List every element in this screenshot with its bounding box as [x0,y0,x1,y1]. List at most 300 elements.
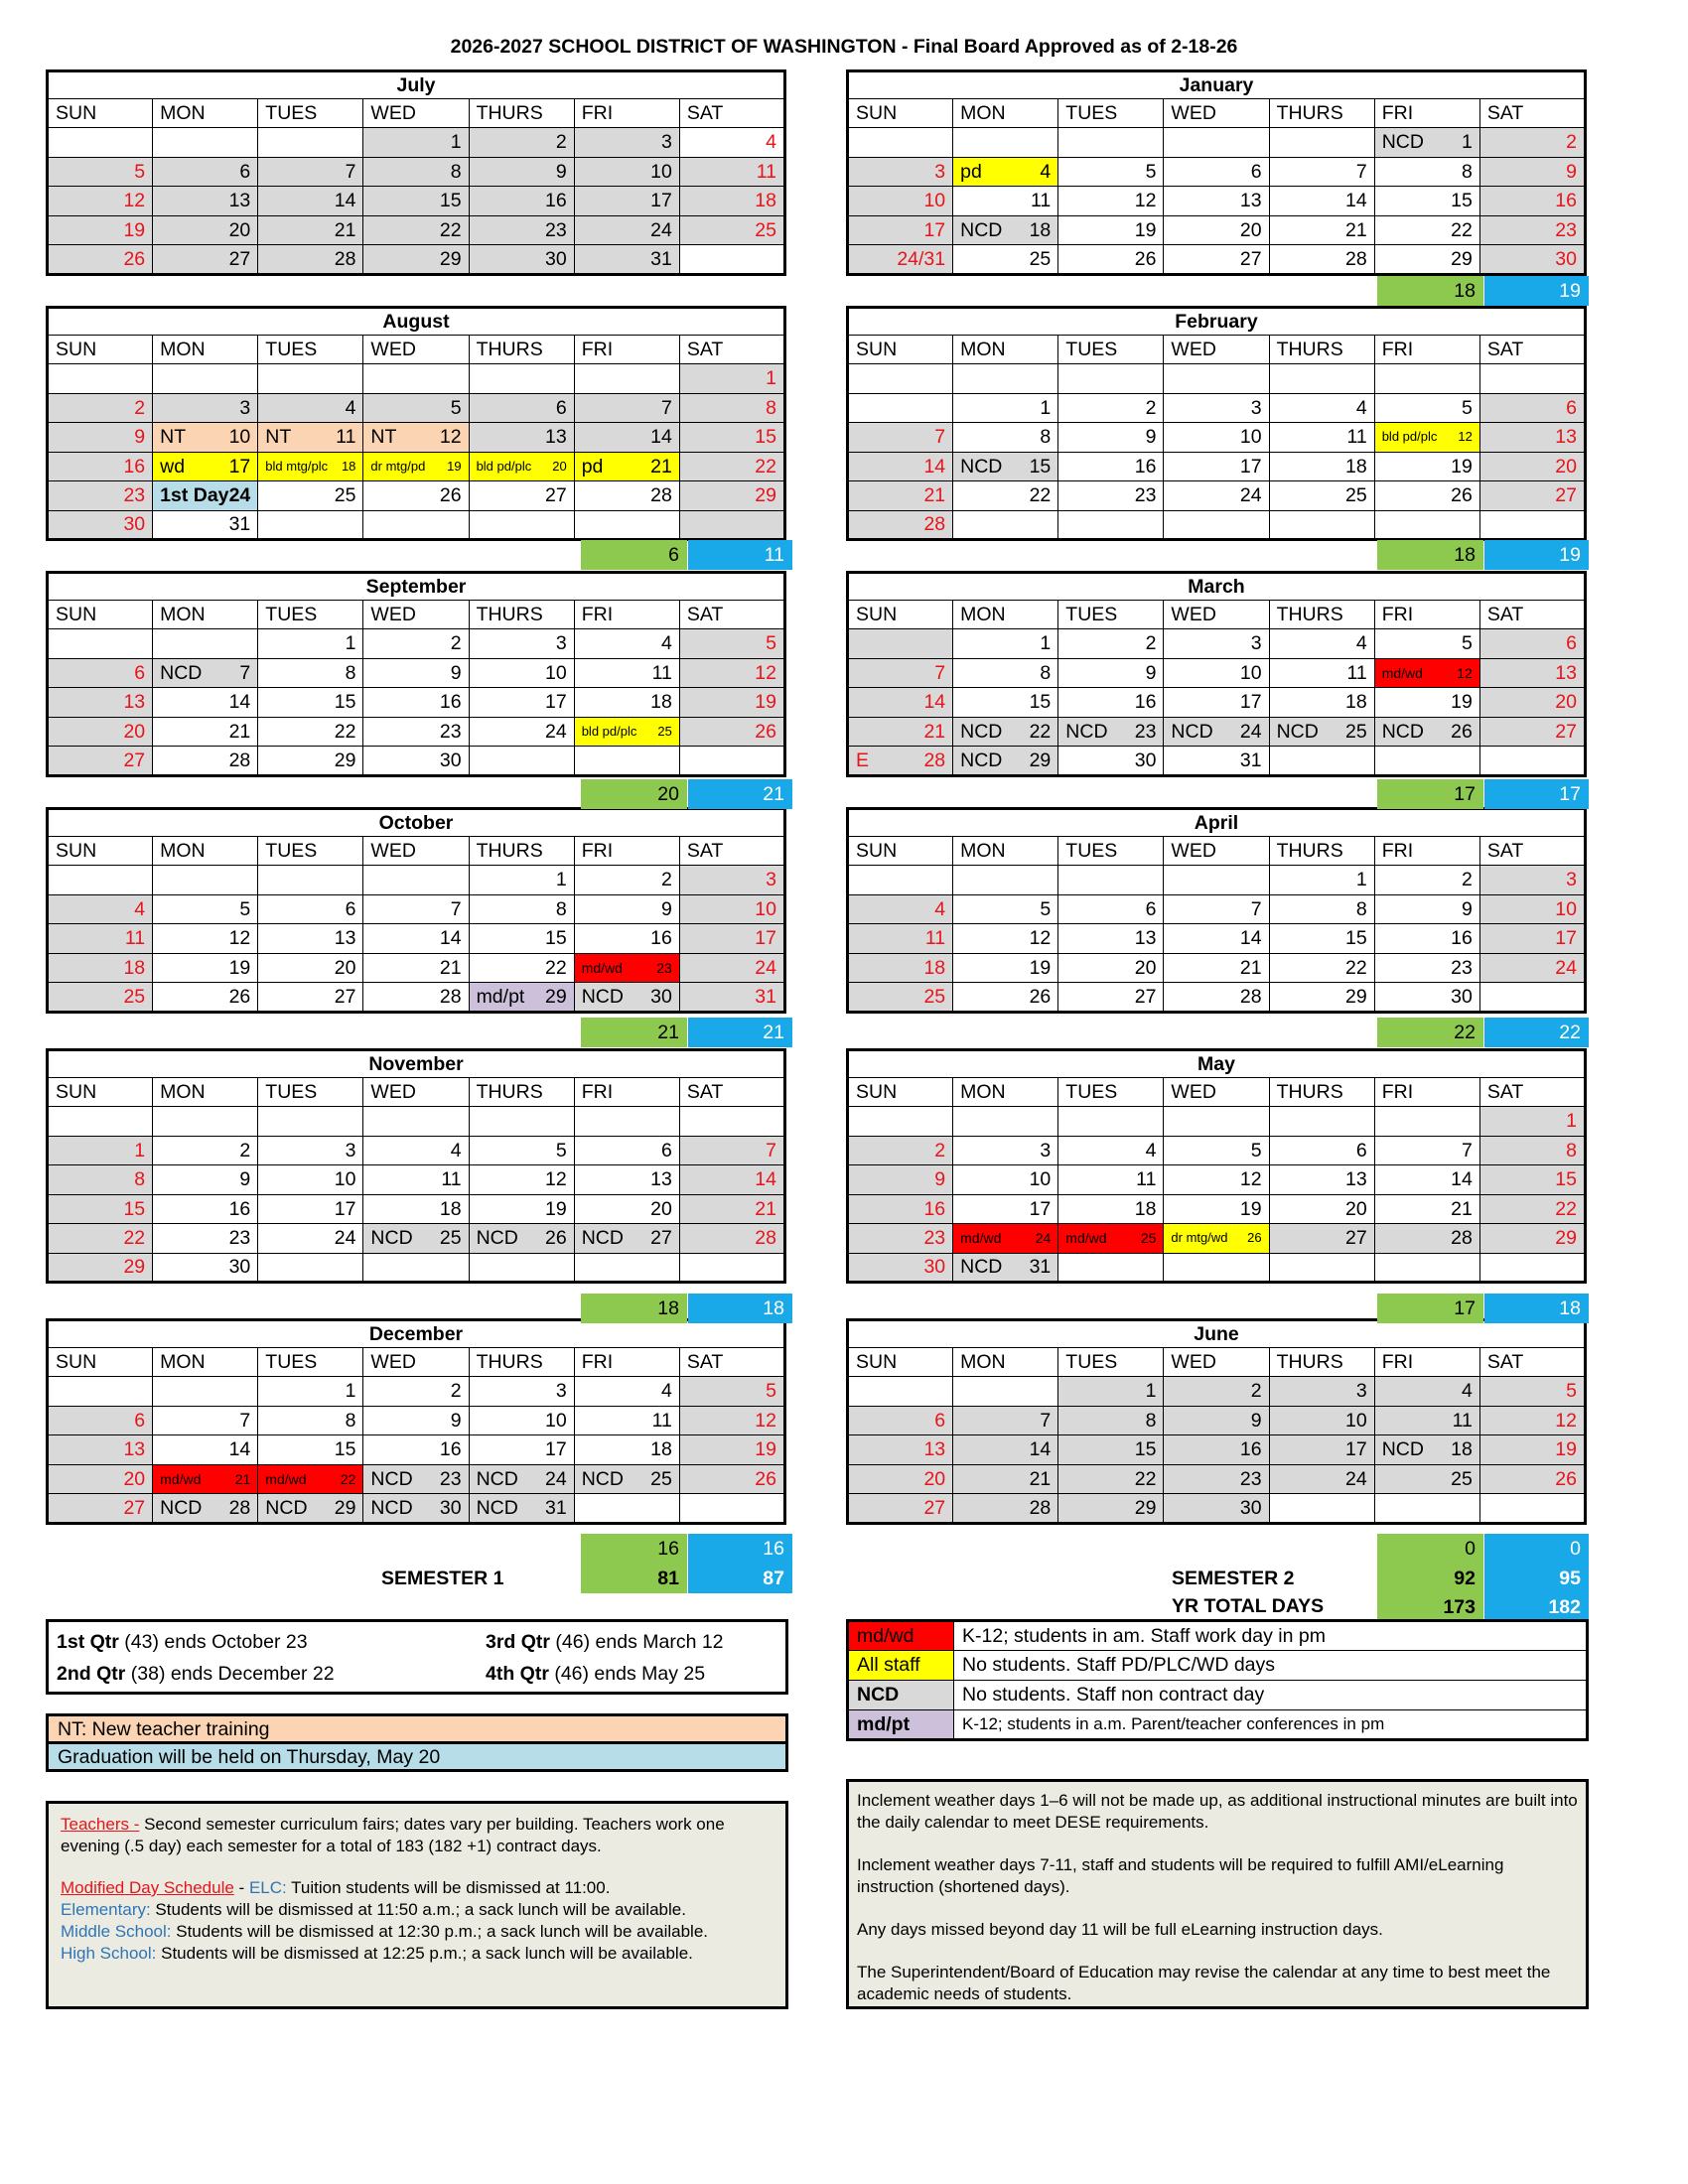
day-cell [848,953,953,983]
day-number: 31 [545,1496,567,1519]
day-number: 3 [345,1139,356,1161]
legend-key-ncd: NCD [848,1681,954,1710]
day-number: 24 [228,484,251,507]
day-cell [363,452,469,481]
day-header: SUN [48,601,153,629]
week-row [848,393,1586,423]
day-header: WED [1164,99,1269,128]
day-cell [1374,1435,1479,1465]
day-cell [153,688,258,718]
month-name: April [848,809,1586,837]
day-cell [848,924,953,954]
day-cell [953,452,1058,481]
day-number: 25 [1345,484,1367,507]
day-number: 9 [934,1168,946,1191]
day-cell [848,1494,953,1524]
day-cell [469,510,574,540]
week-row [48,717,785,747]
day-number: 1 [1145,1380,1157,1403]
month-name: July [48,71,785,99]
day-cell [153,1494,258,1524]
week-row [48,1406,785,1435]
day-cell [363,717,469,747]
day-label: NCD [370,1467,413,1490]
day-number: 13 [545,426,567,449]
day-cell [1479,983,1585,1013]
day-number: 16 [439,691,462,714]
day-cell [1479,215,1585,245]
day-cell [679,1406,784,1435]
day-cell [258,1136,363,1165]
day-cell [469,128,574,158]
day-cell [48,717,153,747]
month-title-row [48,1320,785,1348]
day-number: 21 [1345,218,1367,241]
day-number: 24 [1555,956,1577,979]
day-header: TUES [1058,336,1164,364]
day-number: 6 [345,897,356,920]
day-number: 25 [650,1467,672,1490]
day-number: 26 [1555,1467,1577,1490]
day-number: 16 [1451,927,1473,950]
week-row [848,688,1586,718]
day-cell [848,983,953,1013]
day-number: 3 [555,1380,567,1403]
day-number: 4 [450,1139,462,1161]
day-number: 24 [1239,484,1262,507]
day-cell [1164,924,1269,954]
day-header: FRI [574,601,679,629]
day-number: 27 [1555,484,1577,507]
day-cell [1164,1494,1269,1524]
day-cell [1058,1107,1164,1137]
day-cell [363,1136,469,1165]
week-row [48,866,785,895]
day-cell [363,364,469,394]
week-row [48,1194,785,1224]
day-label: NCD [1381,1438,1424,1461]
day-cell [48,1136,153,1165]
day-cell [1479,423,1585,453]
week-row [848,1435,1586,1465]
day-number: 22 [1029,484,1052,507]
day-cell [679,157,784,187]
day-number: 30 [1134,749,1157,771]
legend-table [846,1619,1589,1741]
day-cell [1479,1253,1585,1283]
day-number: 23 [1555,218,1577,241]
day-number: 1 [1040,396,1052,419]
day-number: 8 [555,897,567,920]
day-number: 20 [123,1467,146,1490]
day-cell [48,1377,153,1407]
day-number: 30 [650,985,672,1008]
day-header: FRI [574,1078,679,1107]
month-table-june [846,1318,1587,1525]
day-cell [574,245,679,275]
day-number: 11 [1346,426,1367,449]
day-number: 5 [1250,1139,1262,1161]
day-header: THURS [469,601,574,629]
day-number: 15 [545,927,567,950]
day-number: 16 [923,1197,946,1220]
day-number: 21 [923,484,946,507]
day-cell [848,1464,953,1494]
day-cell [258,1406,363,1435]
day-label: NCD [960,1256,1003,1279]
day-number: 25 [1345,720,1367,743]
day-number: 14 [228,691,251,714]
day-header: WED [1164,1348,1269,1377]
day-cell [153,1107,258,1137]
day-number: 25 [123,985,146,1008]
day-number: 4 [1461,1380,1473,1403]
day-number: 23 [545,218,567,241]
day-number: 24 [650,218,672,241]
day-cell [1479,924,1585,954]
day-cell [574,1165,679,1195]
day-number: 22 [1029,720,1052,743]
day-cell [1058,866,1164,895]
day-header: TUES [258,1078,363,1107]
day-header: SUN [48,1078,153,1107]
day-number: 18 [1451,1438,1473,1461]
day-number: 4 [1040,160,1052,183]
day-header-row [848,1348,1586,1377]
count-school-days: 6 [581,540,687,570]
day-cell [679,1435,784,1465]
day-number: 4 [660,632,672,655]
day-cell [1374,1253,1479,1283]
day-cell [679,894,784,924]
day-number: 19 [1451,455,1473,478]
day-number: 25 [1140,1230,1157,1247]
day-cell [1269,747,1374,776]
elementary-text: Students will be dismissed at 11:50 a.m.; a sack lunch will be available. [150,1900,686,1919]
day-header: FRI [574,1348,679,1377]
day-label: NCD [476,1496,518,1519]
day-cell [153,1406,258,1435]
day-number: 23 [1451,956,1473,979]
day-header: SUN [848,1078,953,1107]
day-number: 1 [555,869,567,891]
day-number: 11 [124,927,146,950]
day-number: 1 [134,1139,146,1161]
day-number: 11 [1346,661,1367,684]
day-header: THURS [1269,1348,1374,1377]
superintendent-note: The Superintendent/Board of Education may revise the calendar at any time to best meet the academic needs of students. [857,1963,1551,2003]
day-cell [153,629,258,659]
day-cell [1058,1253,1164,1283]
week-row [848,866,1586,895]
day-number: 31 [1239,749,1262,771]
week-row [848,510,1586,540]
day-cell [363,245,469,275]
count-school-days: 18 [1377,540,1483,570]
day-number: 28 [755,1227,776,1250]
day-cell [1479,157,1585,187]
day-header: SUN [48,336,153,364]
count-school-days: 17 [1377,779,1483,809]
day-cell [1164,510,1269,540]
day-number: 20 [552,458,567,474]
day-number: 26 [755,1467,776,1490]
day-cell [258,983,363,1013]
day-cell [363,128,469,158]
day-cell [848,1253,953,1283]
day-cell [48,1435,153,1465]
quarter-3 [486,1631,724,1654]
day-cell [153,953,258,983]
week-row [848,187,1586,216]
day-number: 15 [1555,1168,1577,1191]
day-header: SAT [1479,601,1585,629]
day-cell [679,717,784,747]
day-number: 5 [1040,897,1052,920]
day-number: 17 [1029,1197,1052,1220]
day-label: md/pt [476,985,525,1008]
day-cell [848,393,953,423]
day-cell [48,157,153,187]
day-cell [953,1406,1058,1435]
day-cell [469,629,574,659]
day-cell [469,1224,574,1254]
day-cell [1058,1194,1164,1224]
week-row [48,658,785,688]
day-cell [1374,924,1479,954]
day-header-row [48,99,785,128]
day-cell [153,1253,258,1283]
day-number: 20 [650,1197,672,1220]
day-number: 12 [123,190,146,212]
week-row [48,1107,785,1137]
day-cell [848,1165,953,1195]
day-cell [679,187,784,216]
day-number: 30 [1451,985,1473,1008]
day-cell [953,1435,1058,1465]
day-cell [574,894,679,924]
day-label: bld pd/plc [581,723,637,739]
day-header: THURS [1269,99,1374,128]
count-school-days: 18 [1377,276,1483,306]
day-cell [1058,128,1164,158]
day-label: dr mtg/pd [370,458,426,474]
day-number: 26 [228,985,251,1008]
day-cell [1269,215,1374,245]
day-number: 26 [123,247,146,270]
day-cell [469,894,574,924]
day-header: MON [953,837,1058,866]
day-number: 10 [1239,426,1262,449]
day-cell [1479,1435,1585,1465]
day-header: FRI [1374,601,1479,629]
week-row [848,1406,1586,1435]
month-table-april [846,807,1587,1014]
day-number: 9 [1461,897,1473,920]
day-number: 12 [1239,1168,1262,1191]
day-cell [258,1377,363,1407]
day-number: 27 [123,749,146,771]
day-cell [1374,1464,1479,1494]
day-number: 22 [545,956,567,979]
teachers-label: Teachers - [61,1815,140,1834]
day-header: TUES [258,1348,363,1377]
middle-school-text: Students will be dismissed at 12:30 p.m.; a sack lunch will be available. [171,1922,709,1941]
day-cell [1479,894,1585,924]
day-number: 25 [657,723,672,739]
day-number: 29 [334,749,356,771]
day-cell [1058,1165,1164,1195]
day-number: 8 [766,396,776,419]
day-header: SUN [848,336,953,364]
day-cell [48,1406,153,1435]
week-row [48,953,785,983]
semester-1-school-days: 81 [581,1564,687,1593]
day-cell [1269,717,1374,747]
day-number: 10 [545,1409,567,1432]
day-cell [953,1464,1058,1494]
day-number: 10 [1345,1409,1367,1432]
day-cell [679,1253,784,1283]
day-cell [153,1194,258,1224]
day-cell [1164,128,1269,158]
day-cell [574,364,679,394]
day-header: FRI [574,336,679,364]
day-number: 21 [334,218,356,241]
day-cell [258,1194,363,1224]
day-number: 3 [1250,632,1262,655]
day-header: SAT [1479,336,1585,364]
day-number: 30 [1555,247,1577,270]
day-number: 7 [1250,897,1262,920]
day-number: 2 [1145,396,1157,419]
day-number: 28 [228,749,251,771]
day-cell [848,1377,953,1407]
day-cell [363,510,469,540]
day-cell [469,215,574,245]
day-cell [1164,1107,1269,1137]
day-number: 1 [1040,632,1052,655]
week-row [848,215,1586,245]
week-row [848,128,1586,158]
day-cell [1164,1377,1269,1407]
quarter-4-label: 4th Qtr [486,1663,549,1685]
day-number: 4 [134,897,146,920]
day-cell [848,157,953,187]
day-cell [153,1435,258,1465]
day-number: 19 [545,1197,567,1220]
day-number: 5 [1461,396,1473,419]
day-header: SUN [848,601,953,629]
day-number: 3 [239,396,251,419]
day-number: 30 [1239,1496,1262,1519]
day-number: 22 [1451,218,1473,241]
day-number: 19 [755,1438,776,1461]
day-header: TUES [1058,1348,1164,1377]
day-number: 8 [1461,160,1473,183]
day-number: 8 [450,160,462,183]
day-header: THURS [469,837,574,866]
day-number: 14 [1239,927,1262,950]
day-cell [848,1224,953,1254]
day-cell [48,128,153,158]
day-cell [848,423,953,453]
day-number: 12 [439,426,462,449]
weather-note: Inclement weather days 7-11, staff and students will be required to fulfill AMI/eLearning instruction (shortened days). [857,1855,1504,1896]
day-number: 10 [1029,1168,1052,1191]
day-number: 3 [766,869,776,891]
day-number: 10 [1239,661,1262,684]
quarter-1 [57,1631,308,1654]
day-number: 21 [228,720,251,743]
day-cell [48,1224,153,1254]
day-number: 23 [923,1227,946,1250]
day-cell [363,1107,469,1137]
day-cell [1269,187,1374,216]
week-row [848,423,1586,453]
day-number: 13 [228,190,251,212]
day-number: 15 [123,1197,146,1220]
day-header: SUN [48,837,153,866]
day-header: FRI [1374,336,1479,364]
day-cell [1058,953,1164,983]
day-cell [1479,1464,1585,1494]
day-cell [48,1253,153,1283]
day-cell [848,629,953,659]
day-number: 25 [755,218,776,241]
month-title-row [48,71,785,99]
count-contract-days: 21 [688,1018,792,1047]
day-number: 2 [450,1380,462,1403]
day-label: NCD [265,1496,308,1519]
day-cell [1374,215,1479,245]
day-cell [1269,866,1374,895]
day-number: 10 [650,160,672,183]
month-title-row [848,573,1586,601]
day-cell [574,215,679,245]
day-number: 18 [650,1438,672,1461]
count-contract-days: 22 [1484,1018,1589,1047]
month-title-row [48,1050,785,1078]
day-number: 25 [334,484,356,507]
day-header: TUES [1058,601,1164,629]
day-cell [1479,953,1585,983]
day-cell [1269,452,1374,481]
day-number: 29 [755,484,776,507]
day-number: 11 [1452,1409,1473,1432]
day-header: WED [363,1348,469,1377]
day-number: 14 [650,426,672,449]
day-number: 7 [1355,160,1367,183]
day-number: 12 [755,661,776,684]
day-number: 10 [545,661,567,684]
day-cell [258,128,363,158]
month-name: February [848,308,1586,336]
day-number: 27 [1345,1227,1367,1250]
day-number: 22 [1555,1197,1577,1220]
day-number: 22 [439,218,462,241]
day-number: 22 [1345,956,1367,979]
day-cell [574,866,679,895]
count-school-days: 21 [581,1018,687,1047]
day-number: 10 [228,426,251,449]
day-cell [1479,364,1585,394]
day-cell [48,393,153,423]
day-cell [953,1107,1058,1137]
week-row [848,481,1586,511]
day-cell [848,510,953,540]
day-cell [1058,688,1164,718]
